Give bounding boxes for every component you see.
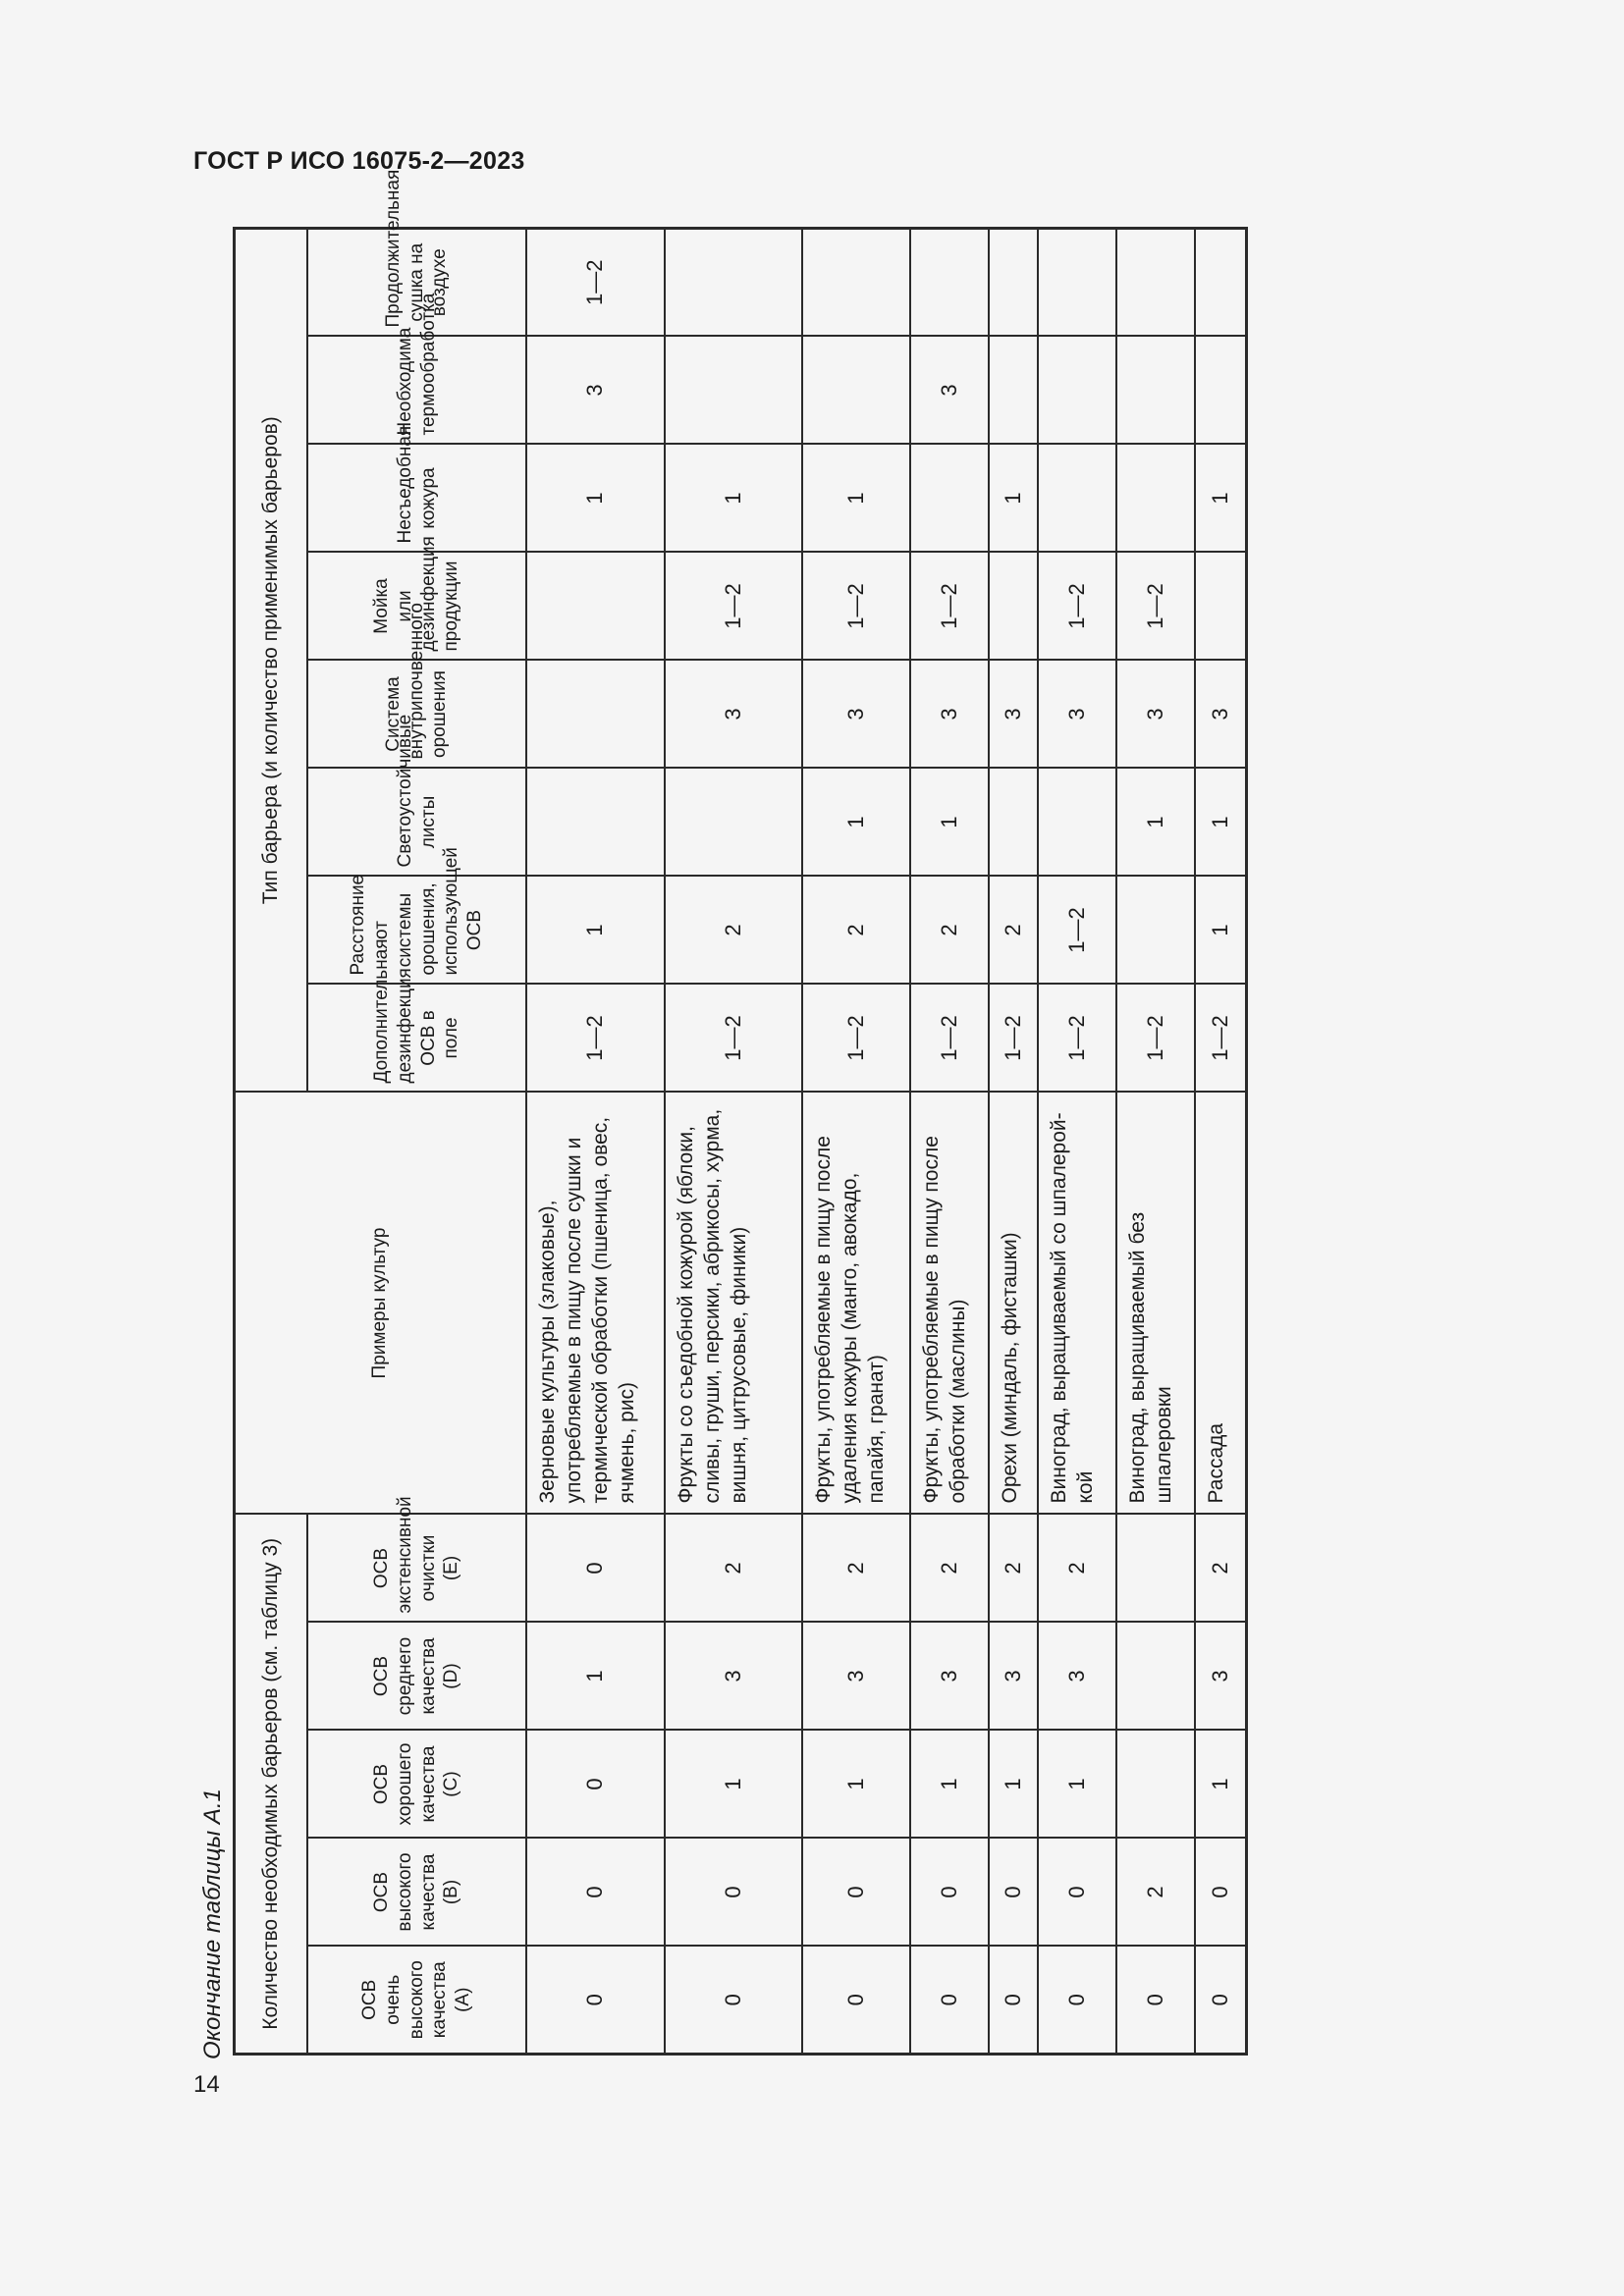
cell-req-c: 1 <box>802 1731 910 1839</box>
cell-barrier-4: 3 <box>665 661 802 769</box>
cell-crop: Фрукты, употребляемые в пищу после обработки (маслины) <box>910 1093 989 1515</box>
cell-req-a: 0 <box>526 1947 665 2055</box>
cell-barrier-1: 1—2 <box>910 985 989 1093</box>
header-barrier-types: Тип барьера (и количество применимых барьеров) <box>235 228 308 1092</box>
table-row <box>1195 228 1246 2054</box>
cell-req-a: 0 <box>910 1947 989 2055</box>
cell-req-d <box>1116 1623 1195 1731</box>
cell-req-c: 1 <box>910 1731 989 1839</box>
cell-req-e: 2 <box>1038 1515 1116 1623</box>
table-row <box>526 228 665 2054</box>
cell-req-e <box>1116 1515 1195 1623</box>
cell-barrier-4: 3 <box>802 661 910 769</box>
cell-req-b: 0 <box>910 1839 989 1947</box>
col-header-barrier-5: Мойка или дезинфекция продукции <box>307 553 526 661</box>
header-crop-examples: Примеры культур <box>235 1093 527 1515</box>
cell-barrier-5: 1—2 <box>665 553 802 661</box>
cell-req-c: 1 <box>989 1731 1038 1839</box>
cell-barrier-4: 3 <box>1038 661 1116 769</box>
col-header-b: ОСВ высокого качества (B) <box>307 1839 526 1947</box>
cell-barrier-5 <box>526 553 665 661</box>
cell-req-c: 1 <box>1195 1731 1246 1839</box>
table-row <box>665 228 802 2054</box>
cell-barrier-6 <box>1116 445 1195 553</box>
header-required-barriers: Количество необходимых барьеров (см. таблицу 3) <box>235 1515 308 2055</box>
cell-req-b: 0 <box>1038 1839 1116 1947</box>
cell-barrier-1: 1—2 <box>802 985 910 1093</box>
cell-barrier-4 <box>526 661 665 769</box>
cell-barrier-3: 1 <box>1195 769 1246 877</box>
cell-barrier-2: 2 <box>665 877 802 985</box>
cell-req-b: 0 <box>665 1839 802 1947</box>
cell-barrier-3: 1 <box>802 769 910 877</box>
cell-req-e: 2 <box>665 1515 802 1623</box>
document-header: ГОСТ Р ИСО 16075-2—2023 <box>193 147 525 175</box>
cell-barrier-2: 1 <box>1195 877 1246 985</box>
cell-barrier-2: 2 <box>989 877 1038 985</box>
cell-req-e: 2 <box>910 1515 989 1623</box>
cell-crop: Зерновые культуры (злаковые), употребляемые в пищу после сушки и термической обработки (пшеница, овес, ячмень, рис) <box>526 1093 665 1515</box>
cell-barrier-4: 3 <box>1116 661 1195 769</box>
cell-barrier-8 <box>910 228 989 336</box>
cell-req-a: 0 <box>1038 1947 1116 2055</box>
cell-barrier-7 <box>989 337 1038 445</box>
cell-crop: Фрукты со съедобной кожурой (яблоки, сливы, груши, персики, абрикосы, хурма, вишня, цитрусовые, финики) <box>665 1093 802 1515</box>
cell-barrier-8 <box>1195 228 1246 336</box>
cell-barrier-7 <box>1195 337 1246 445</box>
cell-req-e: 0 <box>526 1515 665 1623</box>
cell-req-b: 0 <box>1195 1839 1246 1947</box>
cell-barrier-6: 1 <box>802 445 910 553</box>
cell-barrier-7 <box>665 337 802 445</box>
cell-crop: Виноград, выращиваемый со шпалеройкой <box>1038 1093 1116 1515</box>
table-caption: Окончание таблицы А.1 <box>199 1789 226 2059</box>
cell-req-a: 0 <box>1195 1947 1246 2055</box>
cell-barrier-4: 3 <box>910 661 989 769</box>
col-header-d: ОСВ среднего качества (D) <box>307 1623 526 1731</box>
cell-req-c: 1 <box>665 1731 802 1839</box>
cell-barrier-6: 1 <box>526 445 665 553</box>
cell-barrier-5: 1—2 <box>802 553 910 661</box>
cell-barrier-3: 1 <box>910 769 989 877</box>
col-header-a: ОСВ очень высокого качества (A) <box>307 1947 526 2055</box>
cell-req-d: 3 <box>1195 1623 1246 1731</box>
cell-req-a: 0 <box>1116 1947 1195 2055</box>
cell-barrier-3 <box>665 769 802 877</box>
cell-req-d: 1 <box>526 1623 665 1731</box>
cell-barrier-1: 1—2 <box>665 985 802 1093</box>
cell-req-b: 0 <box>526 1839 665 1947</box>
cell-barrier-8 <box>802 228 910 336</box>
cell-req-a: 0 <box>802 1947 910 2055</box>
barrier-table <box>233 169 1248 2056</box>
cell-crop: Фрукты, употребляемые в пищу после удаления кожуры (манго, авокадо, папайя, гранат) <box>802 1093 910 1515</box>
cell-crop: Рассада <box>1195 1093 1246 1515</box>
cell-barrier-7 <box>1038 337 1116 445</box>
cell-req-d: 3 <box>665 1623 802 1731</box>
cell-req-b: 2 <box>1116 1839 1195 1947</box>
cell-barrier-5: 1—2 <box>1038 553 1116 661</box>
col-header-barrier-7: Необходима термообработка <box>307 337 526 445</box>
cell-barrier-6: 1 <box>665 445 802 553</box>
rotated-table-container <box>233 169 1248 2056</box>
col-header-barrier-8: Продолжительная сушка на воздухе <box>307 228 526 336</box>
cell-req-e: 2 <box>1195 1515 1246 1623</box>
cell-barrier-7: 3 <box>526 337 665 445</box>
col-header-barrier-2: Расстояние от системы орошения, использующей ОСВ <box>307 877 526 985</box>
cell-barrier-8 <box>1038 228 1116 336</box>
cell-req-c: 1 <box>1038 1731 1116 1839</box>
cell-barrier-6: 1 <box>989 445 1038 553</box>
cell-req-a: 0 <box>989 1947 1038 2055</box>
cell-req-d: 3 <box>989 1623 1038 1731</box>
cell-barrier-7: 3 <box>910 337 989 445</box>
cell-barrier-3 <box>1038 769 1116 877</box>
cell-req-c <box>1116 1731 1195 1839</box>
cell-crop: Орехи (миндаль, фисташки) <box>989 1093 1038 1515</box>
cell-barrier-2 <box>1116 877 1195 985</box>
page-number: 14 <box>193 2071 220 2098</box>
cell-barrier-6: 1 <box>1195 445 1246 553</box>
table-row <box>1116 228 1195 2054</box>
table-row <box>989 228 1038 2054</box>
cell-barrier-5: 1—2 <box>1116 553 1195 661</box>
cell-barrier-7 <box>802 337 910 445</box>
cell-barrier-1: 1—2 <box>1195 985 1246 1093</box>
cell-barrier-8 <box>1116 228 1195 336</box>
cell-barrier-5 <box>1195 553 1246 661</box>
cell-barrier-4: 3 <box>1195 661 1246 769</box>
cell-barrier-5: 1—2 <box>910 553 989 661</box>
cell-barrier-8 <box>665 228 802 336</box>
cell-barrier-8 <box>989 228 1038 336</box>
cell-req-d: 3 <box>910 1623 989 1731</box>
cell-barrier-7 <box>1116 337 1195 445</box>
cell-barrier-3: 1 <box>1116 769 1195 877</box>
col-header-barrier-1: Дополнительная дезинфекция ОСВ в поле <box>307 985 526 1093</box>
cell-barrier-3 <box>526 769 665 877</box>
cell-barrier-2: 1—2 <box>1038 877 1116 985</box>
cell-req-b: 0 <box>989 1839 1038 1947</box>
col-header-c: ОСВ хорошего качества (C) <box>307 1731 526 1839</box>
cell-req-d: 3 <box>1038 1623 1116 1731</box>
cell-crop: Виноград, выращиваемый без шпалеровки <box>1116 1093 1195 1515</box>
col-header-barrier-4: Система внутрипочвенного орошения <box>307 661 526 769</box>
cell-req-a: 0 <box>665 1947 802 2055</box>
cell-barrier-1: 1—2 <box>526 985 665 1093</box>
table-row <box>910 228 989 2054</box>
table-row <box>802 228 910 2054</box>
cell-barrier-1: 1—2 <box>1038 985 1116 1093</box>
cell-barrier-2: 2 <box>910 877 989 985</box>
cell-barrier-4: 3 <box>989 661 1038 769</box>
cell-barrier-1: 1—2 <box>989 985 1038 1093</box>
cell-barrier-6 <box>910 445 989 553</box>
col-header-barrier-3: Светоустойчивые листы <box>307 769 526 877</box>
table-row <box>1038 228 1116 2054</box>
cell-req-c: 0 <box>526 1731 665 1839</box>
cell-req-b: 0 <box>802 1839 910 1947</box>
col-header-e: ОСВ экстенсивной очистки (E) <box>307 1515 526 1623</box>
cell-req-e: 2 <box>802 1515 910 1623</box>
col-header-barrier-6: Несъедобная кожура <box>307 445 526 553</box>
cell-barrier-3 <box>989 769 1038 877</box>
cell-barrier-1: 1—2 <box>1116 985 1195 1093</box>
cell-req-d: 3 <box>802 1623 910 1731</box>
cell-barrier-2: 1 <box>526 877 665 985</box>
cell-barrier-8: 1—2 <box>526 228 665 336</box>
cell-barrier-5 <box>989 553 1038 661</box>
cell-barrier-2: 2 <box>802 877 910 985</box>
cell-barrier-6 <box>1038 445 1116 553</box>
cell-req-e: 2 <box>989 1515 1038 1623</box>
